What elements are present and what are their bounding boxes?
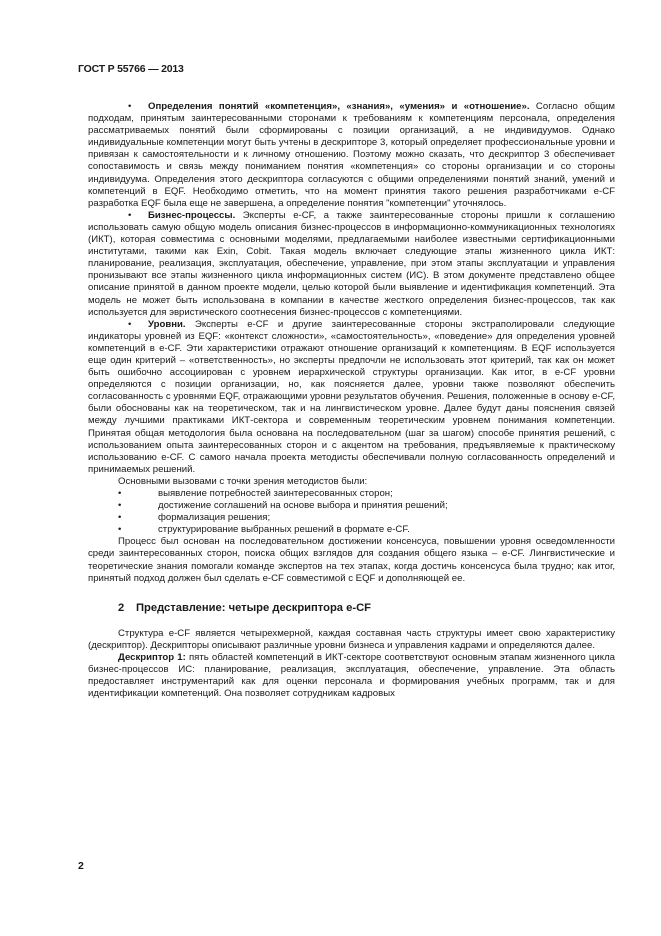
list-item	[118, 512, 615, 524]
section-heading	[118, 602, 615, 614]
challenges-intro: Основными вызовами с точки зрения методистов были:	[118, 475, 368, 487]
list-item	[118, 524, 615, 536]
bullet-business-processes	[88, 210, 615, 319]
bullet-text: Эксперты e-CF и другие заинтересованные стороны экстраполировали следующие индикаторы уровней из EQF: «контекст сложности», «самостоятельность», «поведение» для определения уровней компетенций в e-CF. Эти характеристики отражают отношение организаций к компетенциям. В EQF используется еще один критерий – «ответственность», но эксперты предпочли не использовать этот критерий, так как он может быть ошибочно ассоциирован с уровнем иерархической структуры организации. Как итог, в e-CF уровни определяются с позиции организации, но, как поясняется далее, уровни также позволяют обеспечить согласованность с уровнями EQF, отражающими уровни результатов обучения. Решения, положенные в основу e-CF, были обоснованы как на теоретическом, так и на лингвистическом уровне. Далее будут даны пояснения связей между лучшими практиками ИКТ-сектора и современным теоретическим уровнем понимания компетенции. Принятая общая методология была основана на последовательном (шаг за шагом) способе принятия решений, с использованием опыта заинтересованных сторон и с акцентом на требования, предъявляемые к практическому использованию e-CF. С самого начала проекта методисты обеспечивали полную согласованность определений и принимаемых решений.	[88, 318, 615, 475]
standard-header: ГОСТ Р 55766 — 2013	[78, 63, 184, 75]
descriptor-1-paragraph	[88, 652, 615, 700]
descriptor-title: Дескриптор 1:	[118, 652, 186, 664]
list-item-text: выявление потребностей заинтересованных сторон;	[158, 488, 393, 499]
bullet-icon: •	[128, 209, 132, 221]
list-item-text: достижение соглашений на основе выбора и принятия решений;	[158, 500, 448, 512]
section-number: 2	[118, 601, 125, 614]
bullet-icon: •	[128, 318, 132, 330]
bullet-text: Согласно общим подходам, принятым заинтересованными сторонами к требованиям к компетенциям персонала, определения рассматриваемых понятий были сформированы с позиции организаций, а не индивидуумов. Однако индивидуальные компетенции могут быть учтены в дескрипторе 3, который определяет профессиональные уровни и привязан к самостоятельности и к личному отношению. Поэтому можно сказать, что дескриптор 3 обеспечивает сопоставимость и связь между пониманием понятия «компетенция» со стороны организации и со стороны индивидуума. Определения этого дескриптора согласуются с общими определениями понятий знаний, умений и компетенций в EQF. Необходимо отметить, что на момент принятия такого решения разработчиками e-CF разработка EQF была еще не завершена, а определение понятия "компетенции" уточнялось.	[88, 101, 615, 209]
bullet-icon: •	[118, 512, 122, 524]
process-paragraph: Процесс был основан на последовательном достижении консенсуса, повышении уровня осведомленности среди заинтересованных сторон, поиска общих взглядов для создания общего языка – e-CF. Лингвистические и теоретические знания помогали команде экспертов на тех этапах, когда достичь консенсуса была трудно; как итог, принятый подход должен был сделать e-CF совместимой с EQF и дополняющей ее.	[88, 536, 615, 584]
bullet-title: Уровни.	[148, 318, 186, 330]
bullet-definitions	[88, 101, 615, 210]
list-item-text: формализация решения;	[158, 512, 271, 524]
bullet-icon: •	[118, 524, 122, 536]
bullet-title: Определения понятий «компетенция», «знания», «умения» и «отношение».	[148, 101, 530, 112]
page-number: 2	[78, 860, 84, 872]
structure-paragraph: Структура e-CF является четырехмерной, каждая составная часть структуры имеет свою характеристику (дескриптор). Дескрипторы описывают различные уровни бизнеса и управления кадрами и определяются далее.	[88, 627, 615, 651]
bullet-icon: •	[118, 500, 122, 512]
bullet-text: Эксперты e-CF, а также заинтересованные стороны пришли к соглашению использовать самую общую модель описания бизнес-процессов в информационно-коммуникационных технологиях (ИКТ), которая совместима с основными моделями, предлагаемыми наиболее известными сертификационными институтами, такими как Exin, Cobit. Такая модель включает следующие этапы жизненного цикла ИКТ: планирование, реализация, эксплуатация, обеспечение, управление, при этом этапы эксплуатации и управления пронизывают все этапы жизненного цикла информационных систем (ИС). В этом документе представлено общее описание принятой в данном проекте модели, целью которой были выявление и идентификация компетенций. Эта модель не может быть использована в компании в качестве жесткого определения бизнес-процессов, так как используется для эвристического соотнесения бизнес-процессов с компетенциями.	[88, 209, 615, 318]
list-item-text: структурирование выбранных решений в формате e-CF.	[158, 524, 410, 536]
bullet-levels	[88, 319, 615, 476]
document-body	[88, 101, 615, 700]
list-item	[118, 500, 615, 512]
bullet-title: Бизнес-процессы.	[148, 209, 236, 221]
descriptor-text: пять областей компетенций в ИКТ-секторе соответствуют основным этапам жизненного цикла бизнес-процессов ИС: планирование, реализация, эксплуатация, обеспечение, управление. Эта область предоставляет инструментарий как для оценки персонала и формирования учебных программ, так и для идентификации компетенций. Она позволяет сотрудникам кадровых	[88, 652, 615, 700]
bullet-icon: •	[118, 488, 122, 499]
list-item	[118, 488, 615, 500]
bullet-icon: •	[128, 101, 132, 112]
section-title: Представление: четыре дескриптора e-CF	[136, 601, 371, 614]
